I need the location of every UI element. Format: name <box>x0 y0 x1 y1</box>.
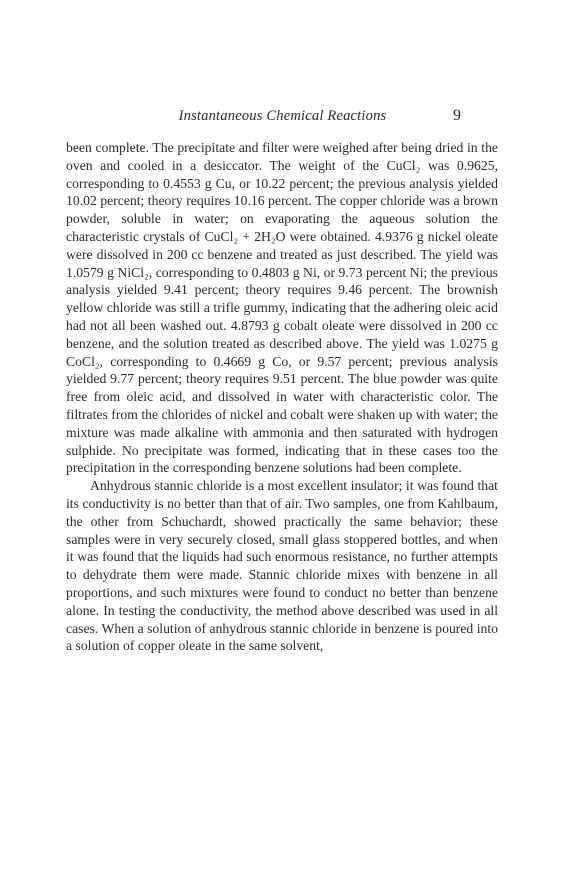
running-head: Instantaneous Chemical Reactions <box>178 108 387 124</box>
body-text <box>66 139 498 655</box>
paragraph-2: Anhydrous stannic chloride is a most excellent insulator; it was found that its conductivity is no better than that of air. Two samples, one from Kahlbaum, the other from Schuchardt, showed practically the same behavior; these samples were in very securely closed, small glass stoppered bottles, and when it was found that the liquids had such enormous resistance, no further attempts to dehydrate them were made. Stannic chloride mixes with benzene in all proportions, and such mixtures were found to conduct no better than benzene alone. In testing the conductivity, the method above described was used in all cases. When a solution of anhydrous stannic chloride in benzene is poured into a solution of copper oleate in the same solvent, <box>66 478 498 654</box>
page-number: 9 <box>453 107 461 124</box>
paragraph-1: been complete. The precipitate and filter were weighed after being dried in the oven and cooled in a desiccator. The weight of the CuCl₂ was 0.9625, corresponding to 0.4553 g Cu, or 10.22 percent; the previous analysis yielded 10.02 percent; theory requires 10.16 percent. The copper chloride was a brown powder, soluble in water; on evaporating the aqueous solution the characteristic crystals of CuCl₂ + 2H₂O were obtained. 4.9376 g nickel oleate were dissolved in 200 cc benzene and treated as just described. The yield was 1.0579 g NiCl₂, corresponding to 0.4803 g Ni, or 9.73 percent Ni; the previous analysis yielded 9.41 percent; theory requires 9.46 percent. The brownish yellow chloride was still a trifle gummy, indicating that the adhering oleic acid had not all been washed out. 4.8793 g cobalt oleate were dissolved in 200 cc benzene, and the solution treated as described above. The yield was 1.0275 g CoCl₂, corresponding to 0.4669 g Co, or 9.57 percent; previous analysis yielded 9.77 percent; theory requires 9.51 percent. The blue powder was quite free from oleic acid, and dissolved in water with characteristic color. The filtrates from the chlorides of nickel and cobalt were shaken up with water; the mixture was made alkaline with ammonia and then saturated with hydrogen sulphide. No precipitate was formed, indicating that in these cases too the precipitation in the corresponding benzene solutions had been complete. <box>66 140 498 476</box>
page-header <box>0 108 565 128</box>
